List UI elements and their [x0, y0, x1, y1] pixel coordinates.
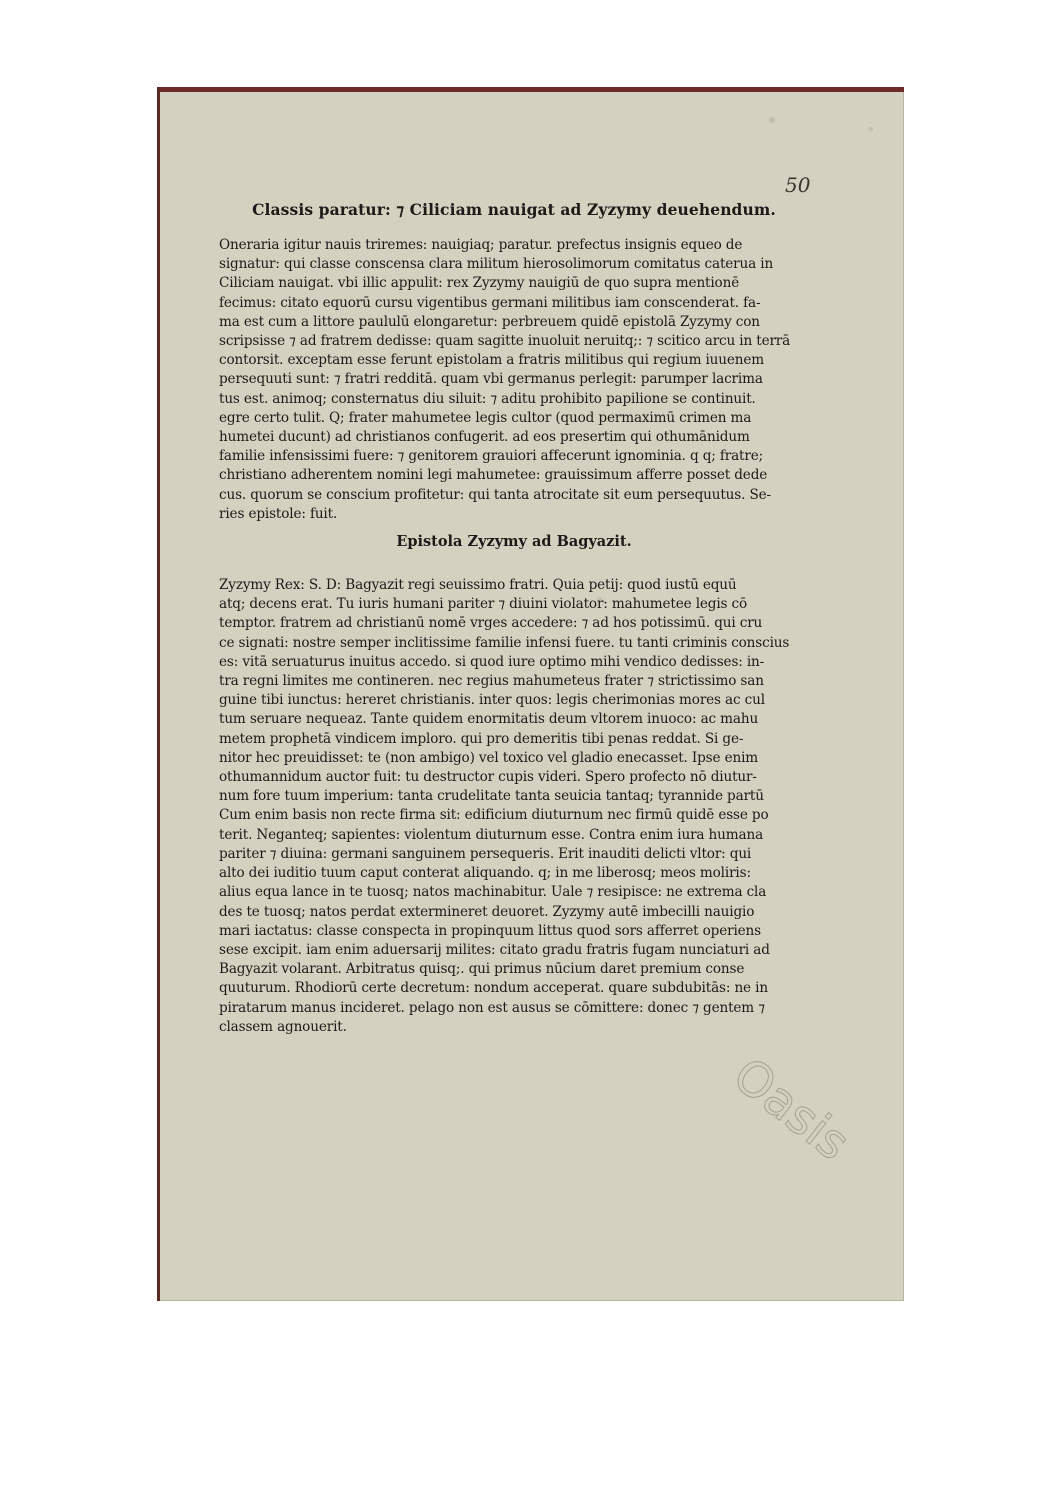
text-line: ma est cum a littore paululū elongaretur: perbreuem quidē epistolā Zyzymy con	[219, 313, 760, 330]
text-line: pariter ⁊ diuina: germani sanguinem persequeris. Erit inauditi delicti vltor: qui	[219, 845, 752, 862]
watermark-text: Oasis	[722, 1047, 860, 1172]
page-left-edge	[157, 87, 160, 1301]
text-line: alius equa lance in te tuosq; natos machinabitur. Uale ⁊ resipisce: ne extrema cla	[219, 884, 767, 901]
text-line: es: vitā seruaturus inuitus accedo. si quod iure optimo mihi vendico dedisses: in-	[219, 653, 765, 670]
text-line: des te tuosq; natos perdat extermineret deuoret. Zyzymy autē imbecilli nauigio	[219, 903, 755, 920]
chapter-heading: Classis paratur: ⁊ Ciliciam nauigat ad Zyzymy deuehendum.	[252, 200, 776, 219]
text-line: temptor. fratrem ad christianū nomē vrges accedere: ⁊ ad hos potissimū. qui cru	[219, 615, 763, 632]
text-line: classem agnouerit.	[219, 1018, 347, 1035]
text-line: Oneraria igitur nauis triremes: nauigiaq; paratur. prefectus insignis equeo de	[219, 237, 743, 253]
text-line: christiano adherentem nomini legi mahumetee: grauissimum afferre posset dede	[219, 467, 768, 484]
page-top-edge	[157, 87, 904, 92]
paper-spot	[597, 597, 602, 602]
paper-spot	[869, 127, 873, 131]
text-line: metem prophetā vindicem imploro. qui pro demeritis tibi penas reddat. Si ge-	[219, 730, 744, 747]
folio-number: 50	[785, 173, 811, 197]
text-line: alto dei iuditio tuum caput conterat aliquando. q; in me liberosq; meos moliris:	[219, 865, 751, 882]
text-line: mari iactatus: classe conspecta in propinquum littus quod sors afferret operiens	[219, 922, 761, 939]
text-line: Zyzymy Rex: S. D: Bagyazit regi seuissimo fratri. Quia petij: quod iustū equū	[219, 577, 737, 594]
text-line: sese excipit. iam enim aduersarij milites: citato gradu fratris fugam nunciaturi ad	[219, 941, 770, 958]
text-line: nitor hec preuidisset: te (non ambigo) vel toxico vel gladio enecasset. Ipse enim	[219, 749, 759, 766]
text-line: othumannidum auctor fuit: tu destructor cupis videri. Spero profecto nō diutur-	[219, 769, 757, 786]
text-line: tra regni limites me contineren. nec regius mahumeteus frater ⁊ strictissimo san	[219, 673, 764, 690]
text-line: quuturum. Rhodiorū certe decretum: nondum acceperat. quare subdubitās: ne in	[219, 980, 768, 997]
text-line: ries epistole: fuit.	[219, 505, 338, 522]
text-line: tus est. animoq; consternatus diu siluit: ⁊ aditu prohibito papilione se continuit.	[219, 390, 756, 407]
text-line: num fore tuum imperium: tanta crudelitate tanta seuicia tantaq; tyrannide partū	[219, 788, 764, 805]
text-line: familie infensissimi fuere: ⁊ genitorem grauiori affecerunt ignominia. q q; fratre;	[219, 448, 764, 465]
text-line: signatur: qui classe conscensa clara militum hierosolimorum comitatus caterua in	[219, 256, 774, 273]
text-line: contorsit. exceptam esse ferunt epistolam a fratris militibus qui regium iuuenem	[219, 352, 765, 369]
text-line: scripsisse ⁊ ad fratrem dedisse: quam sagitte inuoluit neruitq;: ⁊ scitico arcu in terrā	[219, 333, 791, 350]
text-line: Cum enim basis non recte firma sit: edificium diuturnum nec firmū quidē esse po	[219, 807, 769, 824]
text-line: atq; decens erat. Tu iuris humani pariter ⁊ diuini violator: mahumetee legis cō	[219, 596, 748, 613]
text-block	[219, 199, 809, 1037]
paper-spot	[769, 117, 775, 123]
epistle-title: Epistola Zyzymy ad Bagyazit.	[396, 533, 632, 551]
text-line: fecimus: citato equorū cursu vigentibus germani militibus iam conscenderat. fa-	[219, 294, 761, 311]
text-line: guine tibi iunctus: hereret christianis. inter quos: legis cherimonias mores ac cul	[219, 692, 765, 709]
paragraph-1	[219, 236, 809, 524]
text-line: cus. quorum se conscium profitetur: qui tanta atrocitate sit eum persequutus. Se-	[219, 486, 771, 503]
scanned-page	[157, 87, 904, 1301]
text-line: ce signati: nostre semper inclitissime familie infensi fuere. tu tanti criminis conscius	[219, 634, 790, 651]
library-watermark	[722, 1047, 877, 1172]
text-line: piratarum manus incideret. pelago non est ausus se cōmittere: donec ⁊ gentem ⁊	[219, 999, 765, 1016]
text-line: egre certo tulit. Q; frater mahumetee legis cultor (quod permaximū crimen ma	[219, 409, 752, 426]
text-line: Bagyazit volarant. Arbitratus quisq;. qui primus nūcium daret premium conse	[219, 961, 745, 978]
paragraph-2	[219, 576, 809, 1037]
text-line: Ciliciam nauigat. vbi illic appulit: rex Zyzymy nauigiū de quo supra mentionē	[219, 275, 740, 292]
text-line: terit. Neganteq; sapientes: violentum diuturnum esse. Contra enim iura humana	[219, 826, 764, 843]
text-line: persequuti sunt: ⁊ fratri redditā. quam vbi germanus perlegit: parumper lacrima	[219, 371, 763, 388]
text-line: humetei ducunt) ad christianos confugerit. ad eos presertim qui othumānidum	[219, 429, 750, 446]
text-line: tum seruare nequeaz. Tante quidem enormitatis deum vltorem inuoco: ac mahu	[219, 711, 759, 728]
